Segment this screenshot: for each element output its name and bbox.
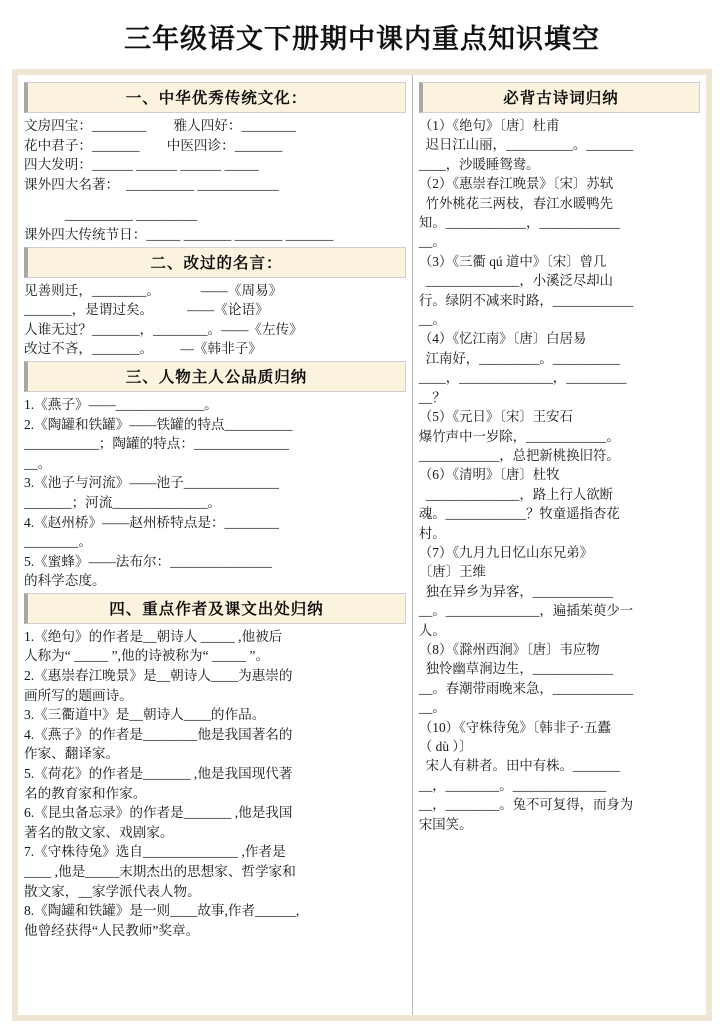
poem-author: 白居易 — [546, 331, 587, 347]
poem-title: 《守株待兔》 — [459, 719, 533, 735]
poem-line[interactable]: 独怜幽草涧边生，____________ — [418, 661, 614, 677]
worksheet-line[interactable]: 4.《燕子》的作者是________他是我国著名的 — [24, 726, 293, 742]
poem-line[interactable]: 知。____________，____________ — [418, 215, 620, 231]
poem-title: 《惠崇春江晚景》 — [452, 176, 553, 192]
worksheet-line[interactable]: 散文家，__家学派代表人物。 — [24, 883, 201, 899]
poem-entry — [419, 252, 700, 330]
worksheet-line[interactable]: _______，是谓过矣。 ——《论语》 — [24, 302, 269, 318]
worksheet-line[interactable]: 7.《守株待兔》选自______________ ,作者是 — [24, 844, 286, 860]
poem-dynasty: 〔宋〕 — [499, 409, 533, 425]
worksheet-line[interactable]: 画所写的题画诗。 — [24, 687, 133, 703]
poem-number: （4） — [418, 331, 453, 347]
poem-author: （ dù ）〕 — [418, 739, 473, 754]
poem-entry — [419, 116, 700, 174]
poem-author: 韦应物 — [559, 641, 600, 657]
section-heading-1: 一、中华优秀传统文化： — [24, 82, 406, 113]
poem-line[interactable]: __，________。兔不可复得，而身为 — [418, 797, 634, 813]
worksheet-line[interactable]: 名的教育家和作家。 — [24, 785, 147, 801]
section-body-1 — [24, 116, 406, 245]
section-heading-2: 二、改过的名言： — [24, 247, 406, 278]
poem-title: 《清明》 — [452, 467, 500, 483]
poem-line[interactable]: ______________，小溪泛尽却山 — [418, 273, 614, 289]
poem-title: 《绝句》 — [452, 118, 500, 133]
poem-author: 曾几 — [579, 253, 607, 269]
poem-title: 《忆江南》 — [452, 331, 513, 347]
poem-title: 《九月九日忆山东兄弟》 — [452, 544, 593, 560]
worksheet-line[interactable]: 2.《陶罐和铁罐》——铁罐的特点__________ — [24, 416, 293, 432]
worksheet-line[interactable]: 5.《荷花》的作者是_______ ,他是我国现代著 — [24, 766, 293, 782]
poem-entry — [419, 174, 700, 252]
poem-dynasty: 〔唐〕 — [499, 467, 533, 483]
poem-header — [419, 329, 700, 348]
poem-header — [419, 407, 700, 426]
poem-entry — [419, 543, 700, 640]
poem-line[interactable]: ______________，路上行人欲断 — [418, 486, 614, 502]
poem-line[interactable]: __。 — [418, 700, 446, 716]
left-column — [18, 75, 413, 1015]
poem-header — [419, 465, 700, 484]
worksheet-line[interactable]: ________。 — [24, 534, 92, 550]
poem-author: 杜甫 — [532, 118, 560, 133]
poem-entry — [419, 718, 700, 834]
section-body-4 — [24, 627, 406, 941]
poem-line[interactable]: 魂。____________？牧童遥指杏花 — [418, 506, 620, 522]
poem-author: 杜牧 — [532, 467, 560, 483]
poem-author: 苏轼 — [586, 176, 614, 192]
poem-line[interactable]: 村。 — [418, 525, 446, 541]
worksheet-line[interactable]: 四大发明：______ ______ ______ _____ — [24, 157, 259, 173]
worksheet-line[interactable]: _______；河流______________。 — [24, 494, 222, 510]
poem-dynasty: 〔宋〕 — [552, 176, 587, 192]
poem-line[interactable]: 竹外桃花三两枝，春江水暖鸭先 — [418, 195, 614, 211]
worksheet-line[interactable]: 见善则迁，________。 ——《周易》 — [24, 282, 283, 298]
poem-line[interactable]: 宋人有耕者。田中有株。_______ — [418, 758, 620, 774]
poem-line[interactable]: ____________，总把新桃换旧符。 — [418, 447, 620, 463]
poem-line[interactable]: 行。绿阴不减来时路，____________ — [418, 292, 634, 308]
poem-dynasty: 〔唐〕 — [499, 118, 533, 133]
poem-number: （2） — [418, 176, 453, 192]
poem-entry — [419, 407, 700, 465]
section-heading-3: 三、人物主人公品质归纳 — [24, 361, 406, 392]
poem-line[interactable]: 江南好，_________。__________ — [418, 350, 620, 366]
poem-dynasty: 〔宋〕 — [546, 253, 580, 269]
worksheet-line[interactable]: 花中君子：_______ 中医四诊：_______ — [24, 137, 283, 153]
poem-line[interactable]: __。______________，遍插茱萸少一 — [418, 603, 634, 619]
poem-title: 《元日》 — [452, 409, 500, 425]
poem-number: （5） — [418, 409, 453, 425]
worksheet-line[interactable]: ____ ,他是_____末期杰出的思想家、哲学家和 — [24, 864, 296, 879]
poem-line[interactable]: __。 — [418, 312, 446, 328]
poem-header — [419, 252, 700, 271]
poem-number: （1） — [418, 118, 453, 133]
worksheet-line[interactable]: __________ _________ — [24, 207, 198, 223]
content-frame — [12, 69, 712, 1021]
poem-line[interactable]: __？ — [418, 389, 446, 405]
poem-number: （8） — [418, 641, 453, 657]
worksheet-line[interactable]: 他曾经获得“人民教师”奖章。 — [24, 922, 200, 938]
poem-title: 《滁州西涧》 — [452, 641, 527, 657]
worksheet-line[interactable]: 的科学态度。 — [24, 573, 106, 589]
poem-line[interactable]: __。 — [418, 234, 446, 250]
section-heading-poems: 必背古诗词归纳 — [419, 82, 700, 113]
worksheet-line[interactable]: 8.《陶罐和铁罐》是一则____故事,作者______, — [24, 903, 300, 919]
poem-dynasty: 〔唐〕 — [526, 641, 560, 657]
section-body-2 — [24, 281, 406, 359]
poem-author: 王维 — [459, 564, 486, 580]
worksheet-line[interactable]: 2.《惠崇春江晚景》是__朝诗人____为惠崇的 — [24, 668, 293, 684]
poem-line[interactable]: 宋国笑。 — [418, 816, 473, 832]
poem-dynasty: 〔唐〕 — [512, 331, 547, 347]
poem-number: （6） — [418, 467, 453, 483]
poem-header — [419, 116, 700, 135]
poem-dynasty: 〔唐〕 — [418, 564, 460, 580]
worksheet-line[interactable]: 1.《绝句》的作者是__朝诗人 _____ ,他被后 — [24, 628, 283, 644]
poem-header — [419, 174, 700, 193]
worksheet-line[interactable]: 著名的散文家、戏剧家。 — [24, 824, 174, 840]
worksheet-line[interactable]: 3.《三衢道中》是__朝诗人____的作品。 — [24, 707, 266, 723]
poem-number: （3） — [418, 253, 453, 269]
worksheet-line[interactable]: 课外四大传统节日：_____ _______ _______ _______ — [24, 226, 334, 242]
poem-number: （10） — [418, 719, 460, 735]
poem-line[interactable]: __，________。______________ — [418, 777, 607, 793]
right-column — [413, 75, 706, 1015]
worksheet-line[interactable]: 6.《昆虫备忘录》的作者是_______ ,他是我国 — [24, 805, 293, 821]
worksheet-line[interactable]: 改过不吝，_______。 —《韩非子》 — [24, 341, 262, 357]
poem-entry — [419, 465, 700, 543]
worksheet-line[interactable]: 文房四宝：________ 雅人四好：________ — [24, 118, 296, 133]
worksheet-line[interactable]: 1.《燕子》——_____________。 — [24, 396, 218, 412]
section-heading-4: 四、重点作者及课文出处归纳 — [24, 593, 406, 624]
worksheet-line[interactable]: 人谁无过？_______，________。——《左传》 — [24, 321, 303, 337]
poem-line[interactable]: __。春潮带雨晚来急，____________ — [418, 680, 634, 696]
poem-author: 王安石 — [532, 409, 573, 425]
worksheet-line[interactable]: 课外四大名著： __________ ____________ — [24, 176, 279, 192]
poem-entry — [419, 329, 700, 407]
worksheet-line[interactable]: ___________；陶罐的特点：______________ — [24, 436, 290, 452]
worksheet-line[interactable]: 4.《赵州桥》——赵州桥特点是：________ — [24, 514, 279, 530]
poem-header — [419, 543, 700, 562]
poem-title: 《三衢 qú 道中》 — [452, 253, 547, 269]
poem-header-cont — [419, 562, 700, 581]
poem-line[interactable]: 人。 — [418, 622, 446, 638]
poem-line[interactable]: 独在异乡为异客，____________ — [418, 583, 614, 599]
page-title: 三年级语文下册期中课内重点知识填空 — [124, 24, 600, 54]
line-gap — [24, 194, 406, 205]
poem-dynasty: 〔韩非子·五蠹 — [532, 719, 611, 735]
worksheet-line[interactable]: __。 — [24, 455, 52, 471]
poem-entry — [419, 640, 700, 718]
section-body-3 — [24, 395, 406, 591]
worksheet-line[interactable]: 3.《池子与河流》——池子______________ — [24, 475, 279, 491]
worksheet-line[interactable]: 人称为“ _____ ”,他的诗被称为“ _____ ”。 — [24, 648, 270, 664]
poem-number: （7） — [418, 544, 453, 560]
poem-line[interactable]: ____，沙暖睡鸳鸯。 — [418, 156, 540, 172]
poem-line[interactable]: ____，______________，_________ — [418, 370, 627, 386]
worksheet-line[interactable]: 5.《蜜蜂》——法布尔：_______________ — [24, 553, 273, 569]
poem-header — [419, 718, 700, 737]
poem-header — [419, 640, 700, 659]
poem-line[interactable]: 迟日江山丽，__________。_______ — [418, 137, 634, 153]
worksheet-line[interactable]: 作家、翻译家。 — [24, 746, 120, 762]
poem-line[interactable]: 爆竹声中一岁除，____________。 — [418, 428, 620, 444]
